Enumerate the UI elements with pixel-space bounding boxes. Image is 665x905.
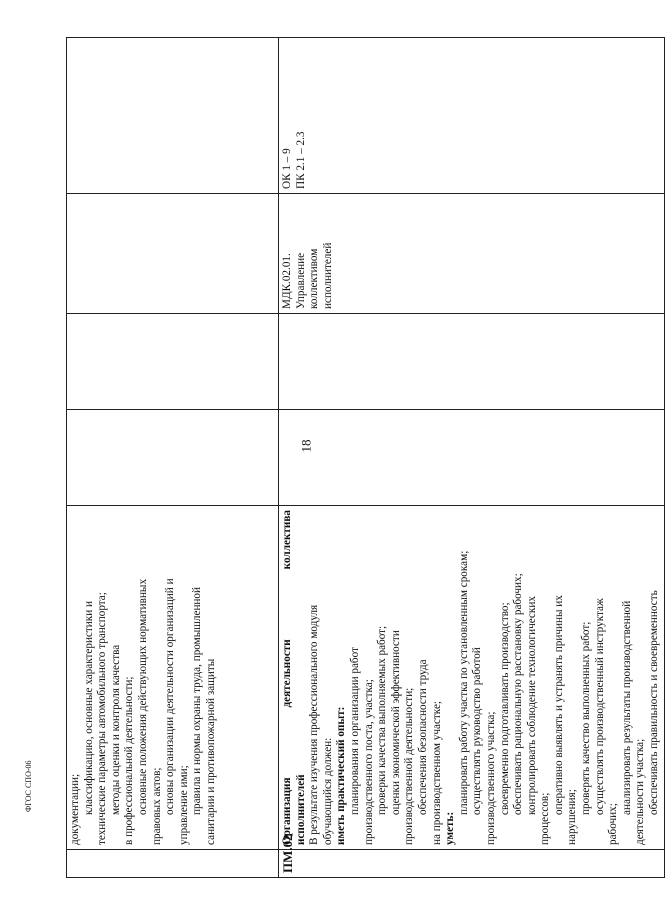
text-line: осуществлять производственный инструктаж	[593, 598, 606, 815]
text-line: санитарии и противопожарной защиты	[204, 658, 217, 845]
curriculum-table	[66, 37, 665, 878]
text-line: уметь:	[444, 811, 457, 845]
module-title-word: Организация	[281, 777, 293, 845]
text-line: производственного поста, участка;	[362, 679, 375, 845]
cell-knowledge-top	[67, 506, 279, 850]
text-line: в профессиональной деятельности;	[123, 676, 136, 845]
competency-line: ОК 1 – 9	[281, 148, 293, 189]
text-line: проверки качества выполняемых работ;	[376, 625, 389, 815]
cell-competency-top	[67, 38, 279, 194]
text-line: нарушения;	[566, 789, 579, 845]
text-line: планировать работу участка по установленным срокам;	[457, 550, 470, 815]
text-line: оценки экономической эффективности	[389, 630, 402, 815]
cell-hours2-pm02	[279, 314, 665, 410]
rotated-page	[66, 38, 661, 878]
text-line: иметь практический опыт:	[335, 706, 348, 845]
text-line: производственного участка;	[484, 711, 497, 845]
mdk-line: МДК.02.01.	[281, 253, 293, 309]
table-row-top	[67, 38, 279, 878]
table-row-pm02	[279, 38, 665, 878]
text-line: обеспечивать рациональную расстановку рабочих;	[512, 573, 525, 815]
cell-mdk-top	[67, 194, 279, 314]
cell-hours-pm02	[279, 410, 665, 506]
module-title	[281, 510, 295, 845]
cell-code-top	[67, 850, 279, 878]
cell-hours-top	[67, 410, 279, 506]
text-line: управление ими;	[177, 765, 190, 845]
text-line: классификацию, основные характеристики и	[82, 600, 95, 815]
module-title-line2: исполнителей	[294, 774, 307, 845]
footer-code: ФГОС СПО-06	[24, 760, 33, 812]
module-title-word: деятельности	[281, 639, 293, 708]
text-line: проверять качество выполненных работ;	[580, 621, 593, 815]
knowledge-list	[69, 510, 219, 845]
text-line: методы оценки и контроля качества	[109, 644, 122, 815]
competency-line: ПК 2.1 – 2.3	[294, 131, 307, 189]
text-line: на производственном участке;	[430, 700, 443, 845]
text-line: контролировать соблюдение технологических	[525, 596, 538, 815]
text-line: правовых актов;	[150, 767, 163, 845]
text-line: технические параметры автомобильного транспорта;	[96, 592, 109, 845]
module-code: ПМ.02	[280, 834, 295, 873]
text-line: обучающийся должен:	[321, 737, 334, 845]
text-line: оперативно выявлять и устранять причины их	[552, 595, 565, 815]
text-line: осуществлять руководство работой	[471, 647, 484, 815]
mdk-line: исполнителей	[321, 242, 334, 309]
text-line: своевременно подготавливать производство;	[498, 602, 511, 815]
text-line: правила и нормы охраны труда, промышленной	[191, 587, 204, 815]
text-line: обеспечивать правильность и своевременность	[648, 590, 661, 815]
text-line: рабочих;	[607, 803, 620, 845]
cell-content-pm02	[279, 506, 665, 850]
text-line: основы организации деятельности организаций и	[164, 578, 177, 815]
text-line: основные положения действующих нормативных	[136, 578, 149, 815]
page-number: 18	[298, 439, 314, 453]
cell-competency-pm02	[279, 38, 665, 194]
text-line: планирования и организации работ	[348, 647, 361, 815]
text-line: анализировать результаты производственной	[620, 600, 633, 815]
text-line: В результате изучения профессионального модуля	[308, 604, 321, 845]
module-requirements-list	[308, 510, 661, 845]
text-line: производственной деятельности;	[403, 687, 416, 845]
module-title-word: коллектива	[281, 510, 293, 570]
text-line: обеспечения безопасности труда	[416, 659, 429, 815]
text-line: документации;	[69, 773, 81, 845]
cell-hours2-top	[67, 314, 279, 410]
mdk-line: Управление	[294, 252, 307, 309]
text-line: процессов;	[539, 792, 552, 845]
cell-code-pm02	[279, 834, 665, 878]
cell-mdk-pm02	[279, 194, 665, 314]
mdk-line: коллективом	[308, 248, 321, 309]
text-line: деятельности участка;	[634, 738, 647, 845]
